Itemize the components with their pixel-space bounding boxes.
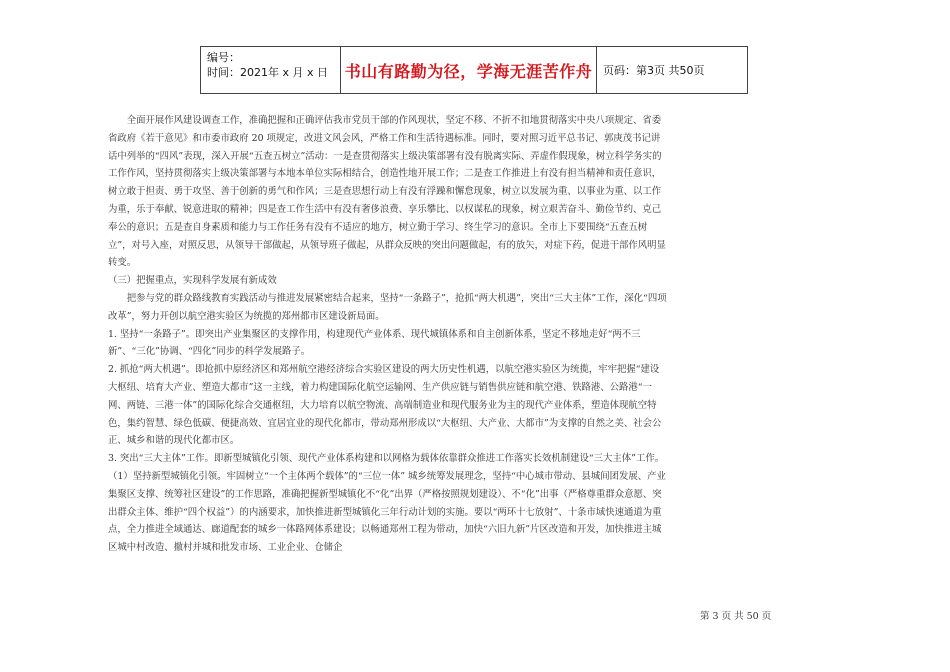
motto-text: 书山有路勤为径，学海无涯苦作舟: [344, 61, 593, 81]
paragraph: 3. 突出“三大主体”工作。即新型城镇化引领、现代产业体系构建和以网格为载体依靠群众推进工作落实长效机制建设“三大主体”工作。: [108, 453, 665, 465]
paragraph: 2. 抓抢“两大机遇”。即抢抓中原经济区和郑州航空港经济综合实验区建设的两大历史性机遇，以航空港实验区为统揽，牢牢把握“建设大枢纽、培育大产业、塑造大都市”这一主线，着力构建国际化航空运输网、生产供应链与销售供应链和航空港、铁路港、公路港“一网、两链、三港一体”的国际化综合交通枢纽，大力培育以航空物流、高端制造业和现代服务业为主的现代产业体系，塑造体现航空特色，集约智慧、绿色低碳、便捷高效、宜居宜业的现代化都市，带动郑州形成以“大枢纽、大产业、大都市”为支撑的自然之美、社会公正、城乡和谐的现代化都市区。: [108, 364, 662, 447]
paragraph: （1）坚持新型城镇化引领。牢固树立“一个主体两个载体”的“三位一体” 城乡统筹发展理念，坚持“中心城市带动、县城间团发展、产业集聚区支撑、统筹社区建设”的工作思路，准确把握新型城镇化不“化”出界（严格按照规划建设）、不“化”出事（严格尊重群众意愿、突出群众主体、维护“四个权益”）的内涵要求，加快推进新型城镇化三年行动计划的实施。要以“两环十七放射”、十条市域快速通道为重点，全力推进全域通达、廊道配套的城乡一体路网体系建设；以畅通郑州工程为带动，加快“六旧九新”片区改造和开发，加快推进主城区城中村改造、撤村并城和批发市场、工业企业、仓储企: [108, 470, 666, 554]
paragraph: 把参与党的群众路线教育实践活动与推进发展紧密结合起来，坚持“一条路子”，抢抓“两大机遇”，突出“三大主体”工作，深化“四项改革”，努力开创以航空港实验区为统揽的郑州都市区建设新局面。: [108, 292, 667, 322]
page-footer: 第 3 页 共 50 页: [700, 611, 772, 622]
page-label: 页码：第3页 共50页: [603, 64, 705, 77]
header-page-cell: [597, 47, 747, 93]
paragraph: 全面开展作风建设调查工作，准确把握和正确评估我市党员干部的作风现状，坚定不移、不折不扣地贯彻落实中央八项规定、省委省政府《若干意见》和市委市政府 20 项规定，改进文风会风，严格工作和生活待遇标准。同时，要对照习近平总书记、郭庚茂书记讲话中列举的“四风”表现，深入开展“五查五树立”活动：一是查贯彻落实上级决策部署有没有脱离实际、弄虚作假现象，树立科学务实的工作作风，坚持贯彻落实上级决策部署与本地本单位实际相结合，创造性地开展工作；二是查工作推进上有没有担当精神和责任意识，树立敢于担责、勇于攻坚、善于创新的勇气和作风；三是查思想行动上有没有浮躁和懈怠现象，树立以发展为重、以事业为重、以工作为重，乐于奉献、锐意进取的精神；四是查工作生活中有没有奢侈浪费、享乐攀比、以权谋私的现象，树立艰苦奋斗、勤俭节约、克己奉公的意识；五是查自身素质和能力与工作任务有没有不适应的地方，树立勤于学习、终生学习的意识。全市上下要围绕“五查五树立”，对号入座，对照反思，从领导干部做起，从领导班子做起，从群众反映的突出问题做起，有的放矢，对症下药，促进干部作风明显转变。: [108, 115, 666, 269]
header-info-cell: [201, 47, 341, 93]
paragraph: 1. 坚持“一条路子”。即突出产业集聚区的支撑作用，构建现代产业体系、现代城镇体系和自主创新体系，坚定不移地走好“两不三新”、“三化”协调、“四化”同步的科学发展路子。: [108, 328, 641, 358]
time-label: 时间：2021年 x 月 x 日: [207, 66, 328, 79]
page-header: [200, 46, 748, 94]
section-heading: （三）把握重点，实现科学发展有新成效: [108, 275, 277, 287]
header-motto-cell: [341, 47, 597, 93]
document-body: [108, 112, 668, 557]
number-label: 编号：: [207, 51, 240, 64]
